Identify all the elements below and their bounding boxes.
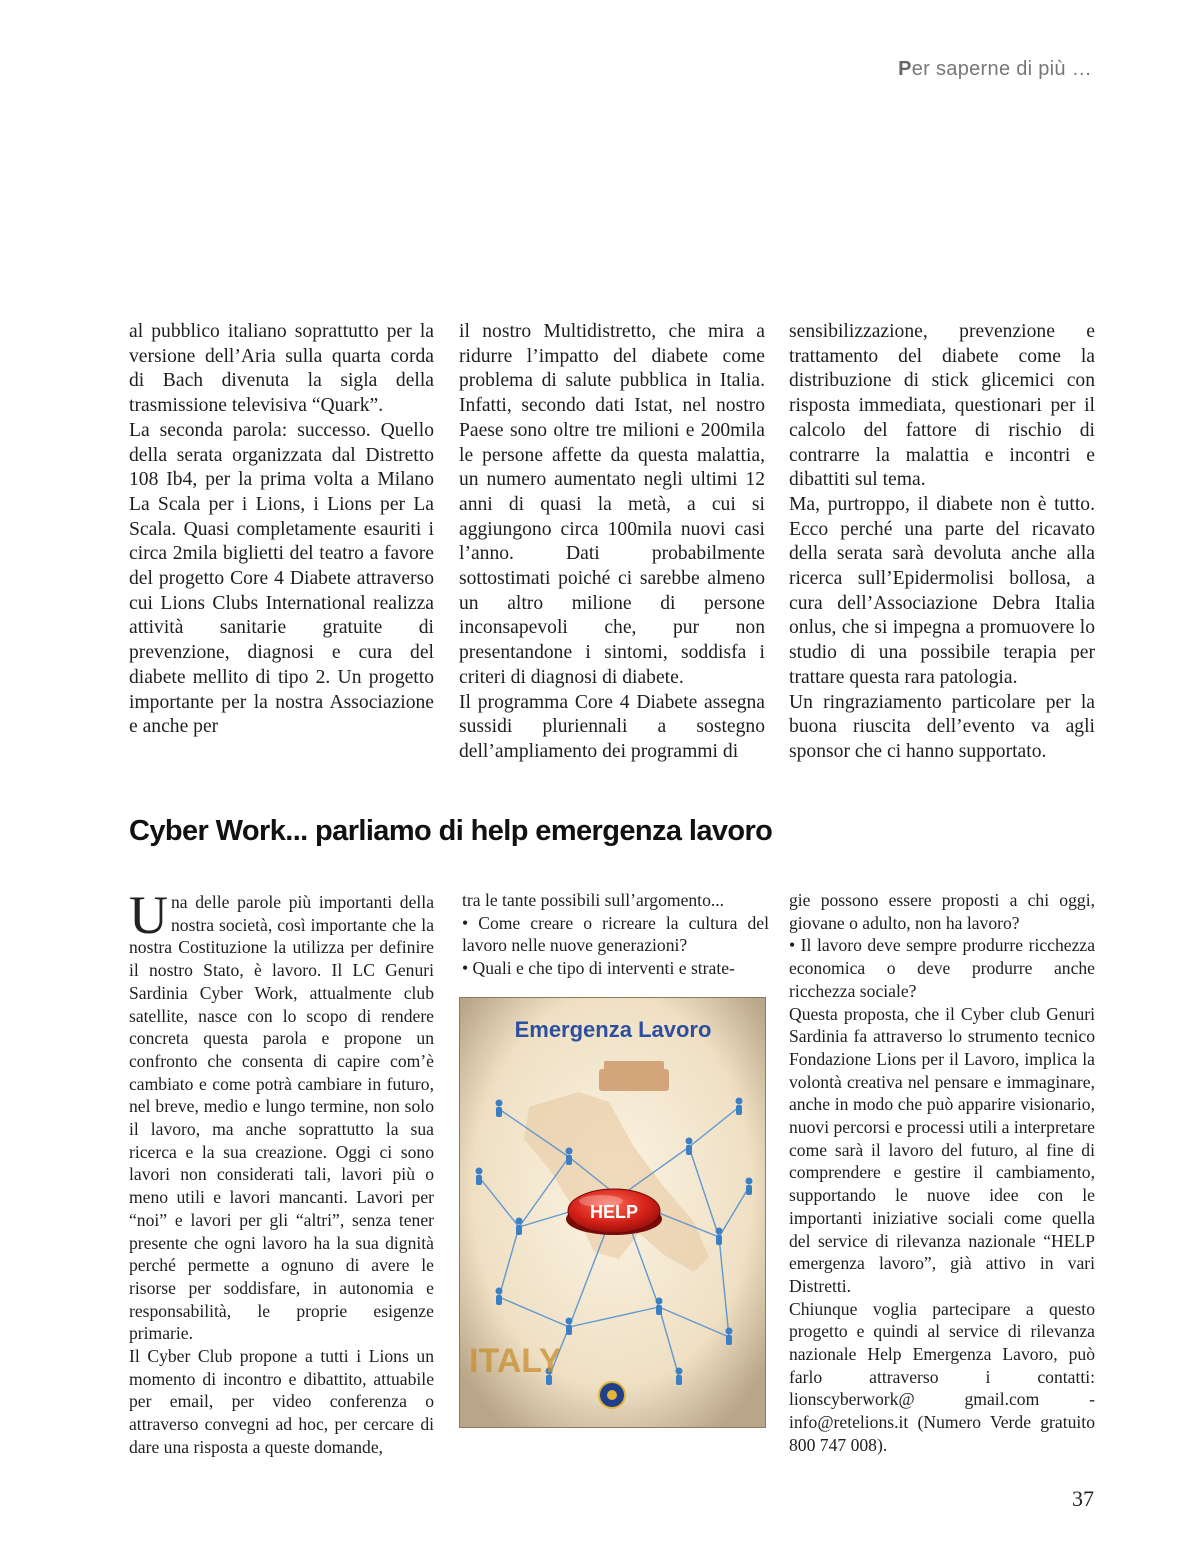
running-head	[898, 58, 1092, 81]
paragraph: tra le tante possibili sull’argomento...	[462, 890, 725, 910]
poster-help-label: HELP	[589, 1202, 639, 1222]
paragraph: La seconda parola: successo. Quello della serata organizzata dal Distretto 108 Ib4, per la prima volta a Milano La Scala per i Lions, i Lions per La Scala. Quasi completamente esauriti i circa 2mila biglietti del teatro a favore del progetto Core 4 Diabete attraverso cui Lions Clubs International realizza attività sanitarie gratuite di prevenzione, diagnosi e cura del diabete mellito di tipo 2. Un progetto importante per la nostra Associazione e anche per	[129, 419, 434, 738]
paragraph: gie possono essere proposti a chi oggi, giovane o adulto, non ha lavoro?	[789, 890, 1095, 933]
paragraph: Questa proposta, che il Cyber club Genuri Sardinia fa attraverso lo strumento tecnico Fondazione Lions per il Lavoro, implica la volontà creativa nel pensare e immaginare, anche in modo che può apparire visionario, nuovi percorsi e processi utili a interpretare come sarà il lavoro del futuro, al fine di comprendere e gestire il cambiamento, supportando le nuove idee con le importanti iniziative sociali come quella del service di rilevanza nazionale “HELP emergenza lavoro”, già attivo in vari Distretti.	[789, 1003, 1095, 1296]
lions-logo-icon	[599, 1382, 625, 1408]
bottom-article-column-3	[789, 889, 1095, 1457]
bullet-item: • Il lavoro deve sempre produrre ricchezza economica o deve produrre anche ricchezza sociale?	[789, 935, 1095, 1001]
paragraph: Il Cyber Club propone a tutti i Lions un momento di incontro e dibattito, attuabile per email, per video conferenza o attraverso convegni ad hoc, per cercare di dare una risposta a queste domande,	[129, 1346, 434, 1457]
paragraph: Ma, purtroppo, il diabete non è tutto. Ecco perché una parte del ricavato della serata sarà devoluta anche alla ricerca sull’Epidermolisi bollosa, a cura dell’Associazione Debra Italia onlus, che si impegna a promuovere lo studio di una possibile terapia per trattare questa rara patologia.	[789, 493, 1095, 688]
top-article-column-2	[459, 320, 765, 765]
bullet-item: • Quali e che tipo di interventi e strate-	[462, 958, 735, 979]
paragraph	[129, 885, 434, 1345]
paragraph: Un ringraziamento particolare per la buona riuscita dell’evento va agli sponsor che ci hanno supportato.	[789, 691, 1095, 762]
running-head-text: er saperne di più …	[911, 58, 1092, 80]
top-article-column-3	[789, 320, 1095, 765]
emergenza-lavoro-poster	[459, 997, 766, 1428]
bottom-article-column-2	[462, 889, 769, 980]
page-number: 37	[1072, 1486, 1094, 1511]
poster-title: Emergenza Lavoro	[514, 1017, 712, 1042]
drop-cap: U	[129, 885, 168, 945]
colosseum-icon	[599, 1061, 669, 1091]
bottom-article-column-1	[129, 885, 434, 1459]
poster-italy-text: ITALY	[469, 1342, 562, 1380]
paragraph: Il programma Core 4 Diabete assegna sussidi pluriennali a sostegno dell’ampliamento dei programmi di	[459, 691, 765, 762]
paragraph: il nostro Multidistretto, che mira a ridurre l’impatto del diabete come problema di salute pubblica in Italia. Infatti, secondo dati Istat, nel nostro Paese sono oltre tre milioni e 200mila le persone affette da questa malattia, un numero aumentato negli ultimi 12 anni di quasi la metà, a cui si aggiungono circa 100mila nuovi casi l’anno. Dati probabilmente sottostimati poiché ci sarebbe almeno un altro milione di persone inconsapevoli che, pur non presentandone i sintomi, soddisfa i criteri di diagnosi di diabete.	[459, 321, 765, 688]
paragraph-text: na delle parole più importanti della nostra società, così importante che la nostra Costituzione la utilizza per definire il nostro Stato, è lavoro. Il LC Genuri Sardinia Cyber Work, attualmente club satellite, nasce con lo scopo di rendere concreta questa parola e propone un confronto che consenta di capire com’è cambiato e come potrà cambiare in futuro, nel breve, medio e lungo termine, non solo il lavoro, ma anche soprattutto la sua ricerca e la sua creazione. Oggi ci sono lavori non considerati tali, lavori più o meno utili e lavori mancanti. Lavori per “noi” e lavori per gli “altri”, senza tener presente che ogni lavoro ha la sua dignità perché permette a ognuno di avere le risorse per soddisfare, in autonomia e responsabilità, le proprie esigenze primarie.	[129, 892, 434, 1344]
article-headline: Cyber Work... parliamo di help emergenza lavoro	[129, 815, 773, 847]
bullet-item: • Come creare o ricreare la cultura del lavoro nelle nuove generazioni?	[462, 912, 769, 956]
paragraph: sensibilizzazione, prevenzione e trattamento del diabete come la distribuzione di stick glicemici con risposta immediata, questionari per il calcolo del fattore di rischio di contrarre la malattia e incontri e dibattiti sul tema.	[789, 321, 1095, 491]
running-head-initial: P	[898, 58, 912, 80]
top-article-column-1	[129, 320, 434, 740]
paragraph: Chiunque voglia partecipare a questo progetto e quindi al service di rilevanza nazionale Help Emergenza Lavoro, può farlo attraverso i contatti: lionscyberwork@ gmail.com - info@retelions.it (Numero Verde gratuito 800 747 008).	[789, 1298, 1095, 1455]
paragraph: al pubblico italiano soprattutto per la versione dell’Aria sulla quarta corda di Bach divenuta la sigla della trasmissione televisiva “Quark”.	[129, 321, 434, 417]
